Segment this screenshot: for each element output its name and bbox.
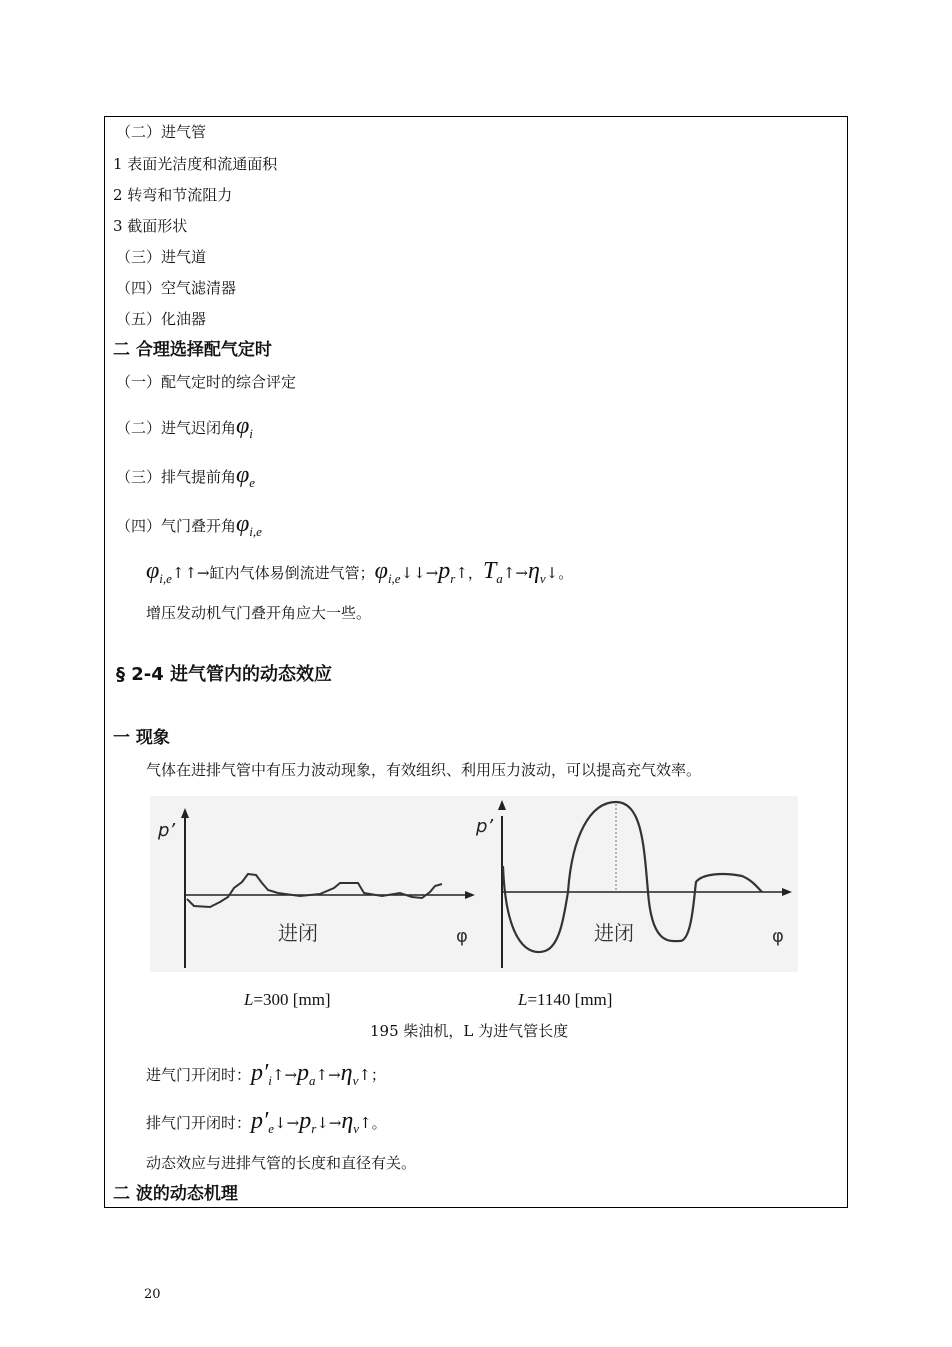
arrow: ↓→ <box>316 1114 342 1132</box>
turbo-note: 增压发动机气门叠开角应大一些。 <box>146 604 372 622</box>
arrow: ↑； <box>358 1066 386 1084</box>
dynamic-note: 动态效应与进排气管的长度和直径有关。 <box>146 1154 417 1172</box>
p-sub: a <box>309 1073 316 1088</box>
item-exhaust-advance <box>116 461 255 497</box>
item-intake-delay <box>116 412 253 448</box>
phi-sub: i,e <box>159 571 172 586</box>
eta-sub: v <box>353 1121 360 1136</box>
left-caption-text: =300 [mm] <box>253 990 331 1009</box>
item-exhaust-advance-label: （三）排气提前角 <box>116 468 237 486</box>
phi-sub: i,e <box>249 524 262 539</box>
phenomenon-desc: 气体在进排气管中有压力波动现象，有效组织、利用压力波动，可以提高充气效率。 <box>146 761 702 779</box>
phi-symbol: $\varphi_e$ <box>236 462 256 490</box>
p-prime-symbol: $p'_e$ <box>251 1108 275 1136</box>
left-x-label: φ <box>456 926 468 947</box>
eta-symbol: $\eta_v$ <box>341 1108 360 1136</box>
right-x-label: φ <box>772 926 784 947</box>
sub-item-2: 2 转弯和节流阻力 <box>113 186 233 204</box>
sub-item-3: 3 截面形状 <box>113 217 188 235</box>
item-intake-delay-label: （二）进气迟闭角 <box>116 419 237 437</box>
figure-caption: 195 柴油机，L 为进气管长度 <box>370 1022 569 1040</box>
intake-valve-formula <box>146 1058 386 1096</box>
eta-sub: v <box>539 571 546 586</box>
t-symbol: $T_a$ <box>482 558 503 586</box>
heading-valve-timing: 二 合理选择配气定时 <box>113 340 272 360</box>
arrow: ↑→ <box>271 1066 298 1084</box>
p-symbol: $p_a$ <box>297 1060 316 1088</box>
item-timing-eval: （一）配气定时的综合评定 <box>116 373 297 391</box>
phi-symbol: $\varphi_{i,e}$ <box>374 558 401 586</box>
item-overlap-label: （四）气门叠开角 <box>116 517 237 535</box>
p-symbol: $p_r$ <box>438 558 456 586</box>
phi-symbol: $\varphi_{i,e}$ <box>146 558 172 586</box>
item-intake-port: （三）进气道 <box>116 248 207 266</box>
right-y-label: p’ <box>476 816 494 837</box>
caption-var: L <box>518 990 528 1009</box>
left-caption <box>244 990 331 1010</box>
item-overlap <box>116 510 262 546</box>
p-prime-symbol: $p'_i$ <box>251 1060 272 1088</box>
page-number: 20 <box>144 1287 161 1302</box>
section-title: § 2-4 进气管内的动态效应 <box>116 664 333 685</box>
caption-var: L <box>244 990 254 1009</box>
left-close-label: 进闭 <box>278 921 318 945</box>
figure-background <box>150 796 798 972</box>
phi-sub: e <box>249 475 256 490</box>
arrow: ↑。 <box>359 1114 387 1132</box>
eta-symbol: $\eta_v$ <box>340 1060 359 1088</box>
right-close-label: 进闭 <box>594 921 634 945</box>
arrow: ↓→ <box>274 1114 300 1132</box>
arrow-down: ↓。 <box>545 564 574 582</box>
phi-symbol: $\varphi_{i,e}$ <box>236 511 262 539</box>
exhaust-valve-formula <box>146 1106 387 1144</box>
p-symbol: $p_r$ <box>299 1108 317 1136</box>
arrows-down: ↓↓→ <box>400 564 439 582</box>
p-sub: e <box>268 1121 275 1136</box>
arrow-up: ↑→ <box>502 564 528 582</box>
right-caption-text: =1140 [mm] <box>527 990 613 1009</box>
t-sub: a <box>496 571 503 586</box>
heading-wave-mechanism: 二 波的动态机理 <box>113 1184 238 1204</box>
p-sub: i <box>268 1073 272 1088</box>
phi-symbol: $\varphi_i$ <box>236 413 253 441</box>
heading-phenomenon: 一 现象 <box>113 728 170 748</box>
formula-text: 缸内气体易倒流进气管； <box>209 564 375 582</box>
eta-sub: v <box>352 1073 359 1088</box>
left-y-label: p’ <box>158 820 176 841</box>
pressure-wave-figure <box>150 796 798 972</box>
overlap-formula <box>146 556 573 594</box>
intake-valve-label: 进气门开闭时： <box>146 1066 252 1084</box>
phi-sub: i <box>249 426 253 441</box>
arrows-up: ↑↑→ <box>171 564 210 582</box>
item-intake-pipe: （二）进气管 <box>116 123 207 141</box>
arrow-up: ↑， <box>455 564 483 582</box>
item-air-filter: （四）空气滤清器 <box>116 279 237 297</box>
right-caption <box>518 990 612 1010</box>
sub-item-1: 1 表面光洁度和流通面积 <box>113 155 278 173</box>
eta-symbol: $\eta_v$ <box>527 558 546 586</box>
item-carburetor: （五）化油器 <box>116 310 207 328</box>
arrow: ↑→ <box>315 1066 341 1084</box>
exhaust-valve-label: 排气门开闭时： <box>146 1114 252 1132</box>
phi-sub: i,e <box>387 571 401 586</box>
p-sub: r <box>311 1121 317 1136</box>
p-sub: r <box>450 571 456 586</box>
